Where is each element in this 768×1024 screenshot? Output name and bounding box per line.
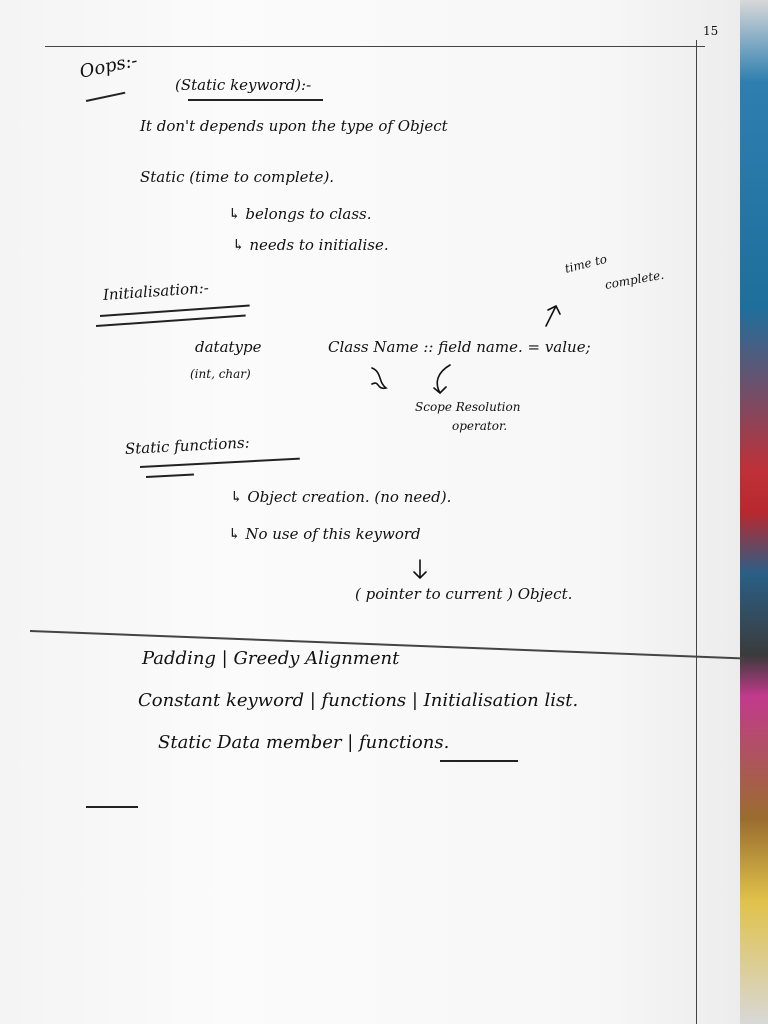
- syntax-datatype-examples: (int, char): [190, 367, 251, 381]
- stray-dash: [86, 806, 138, 808]
- static-functions-line-3: ( pointer to current ) Object.: [355, 585, 573, 603]
- heading-static-keyword: (Static keyword):-: [175, 76, 312, 94]
- syntax-rest: Class Name :: field name. = value;: [328, 338, 591, 356]
- topic-line-2: Constant keyword | functions | Initialisation list.: [138, 690, 579, 711]
- static-line-1: It don't depends upon the type of Object: [140, 117, 448, 135]
- static-functions-line-2: ↳ No use of this keyword: [228, 525, 421, 543]
- scope-resolution-label-1: Scope Resolution: [415, 400, 521, 414]
- desk-background: [740, 0, 768, 1024]
- static-line-4: ↳ needs to initialise.: [232, 236, 389, 254]
- static-functions-line-1: ↳ Object creation. (no need).: [230, 488, 452, 506]
- topic-line-1: Padding | Greedy Alignment: [142, 648, 400, 669]
- right-margin-line: [696, 40, 697, 1024]
- note-time-to: time to: [563, 251, 609, 276]
- heading-oops: Oops:-: [77, 50, 140, 83]
- note-complete: complete.: [603, 267, 665, 292]
- page-number: 15: [703, 24, 719, 38]
- static-line-3: ↳ belongs to class.: [228, 205, 372, 223]
- heading-static-functions: Static functions:: [124, 433, 251, 458]
- scope-resolution-label-2: operator.: [452, 419, 508, 433]
- topic-line-3: Static Data member | functions.: [158, 732, 450, 753]
- static-line-2: Static (time to complete).: [140, 168, 335, 186]
- heading-initialisation: Initialisation:-: [102, 278, 210, 304]
- syntax-datatype: datatype: [195, 338, 262, 356]
- top-margin-line: [45, 46, 705, 47]
- topic-line-3-underline: [440, 760, 518, 762]
- heading-static-underline: [188, 99, 323, 101]
